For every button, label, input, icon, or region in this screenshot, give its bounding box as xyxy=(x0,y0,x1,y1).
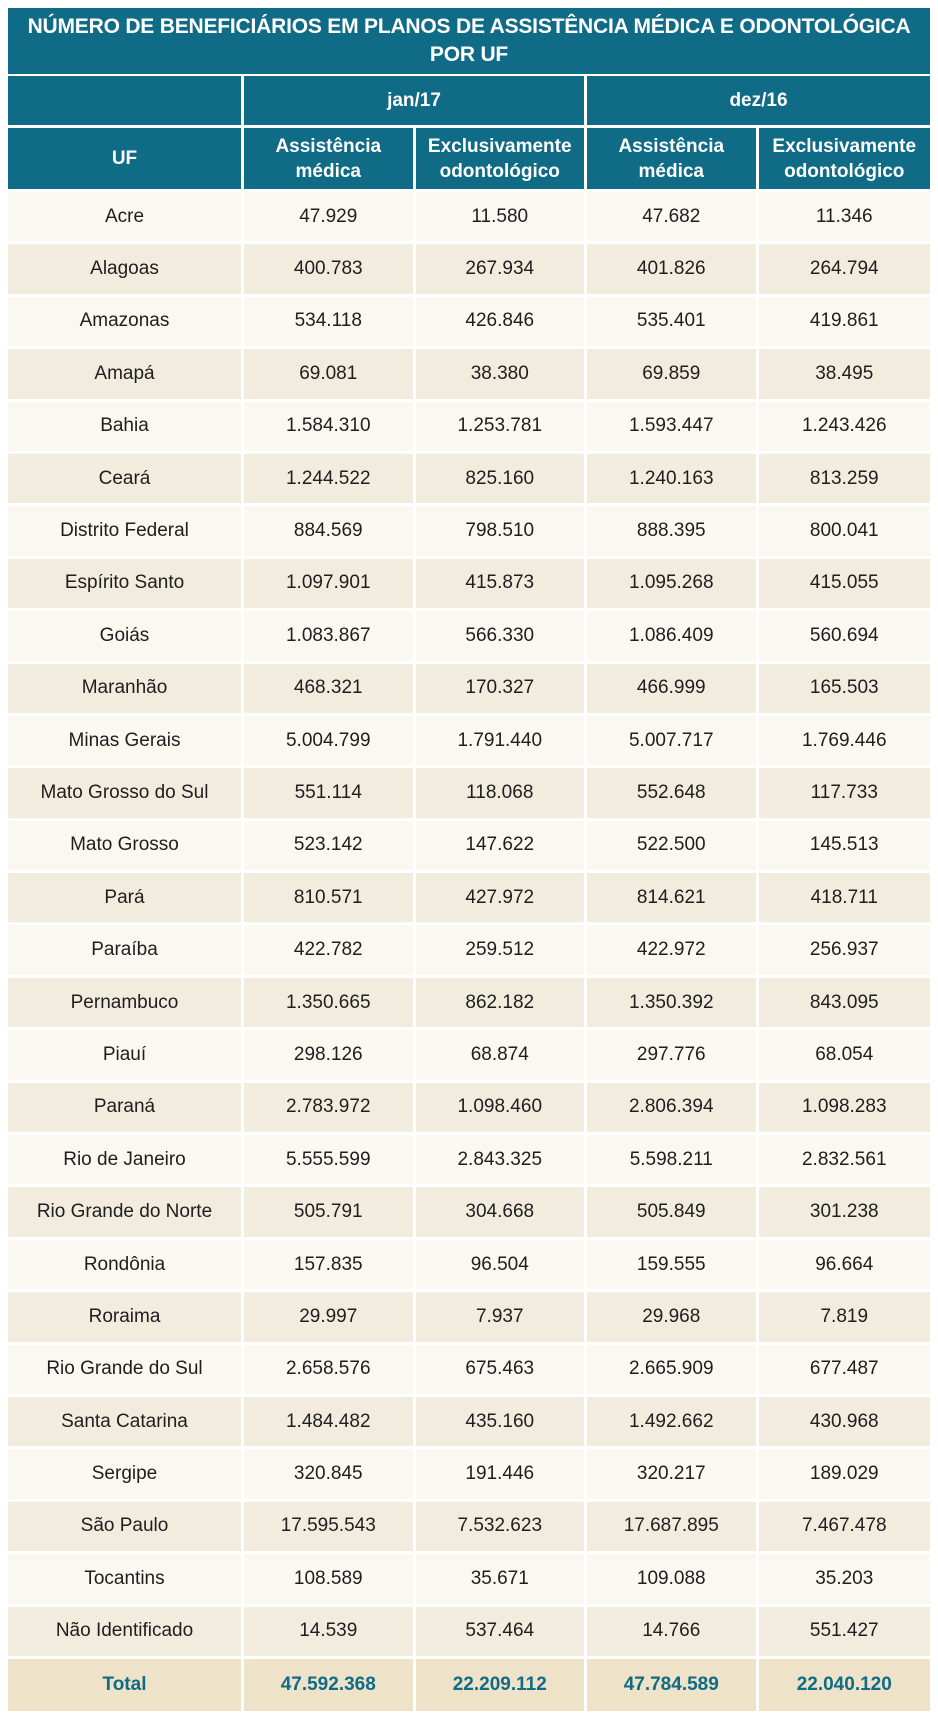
cell-uf: Minas Gerais xyxy=(8,716,244,768)
total-dez-medica: 47.784.589 xyxy=(587,1659,759,1711)
cell-jan-odontologico: 426.846 xyxy=(416,297,588,349)
cell-dez-odontologico: 165.503 xyxy=(759,664,931,716)
table-row xyxy=(8,1135,930,1187)
table-row xyxy=(8,1449,930,1501)
cell-jan-odontologico: 435.160 xyxy=(416,1397,588,1449)
cell-dez-medica: 814.621 xyxy=(587,873,759,925)
table-row xyxy=(8,192,930,244)
cell-uf: Paraná xyxy=(8,1083,244,1135)
cell-jan-odontologico: 798.510 xyxy=(416,506,588,558)
cell-dez-odontologico: 96.664 xyxy=(759,1240,931,1292)
table-row xyxy=(8,768,930,820)
cell-dez-medica: 1.492.662 xyxy=(587,1397,759,1449)
total-label: Total xyxy=(8,1659,244,1711)
cell-dez-odontologico: 117.733 xyxy=(759,768,931,820)
cell-uf: Bahia xyxy=(8,402,244,454)
cell-uf: Amazonas xyxy=(8,297,244,349)
cell-dez-odontologico: 7.467.478 xyxy=(759,1502,931,1554)
cell-dez-medica: 1.350.392 xyxy=(587,978,759,1030)
table-row xyxy=(8,297,930,349)
column-header-jan-medica: Assistência médica xyxy=(244,128,416,192)
cell-dez-odontologico: 419.861 xyxy=(759,297,931,349)
cell-uf: Piauí xyxy=(8,1030,244,1082)
cell-dez-odontologico: 551.427 xyxy=(759,1607,931,1659)
cell-dez-medica: 535.401 xyxy=(587,297,759,349)
cell-dez-odontologico: 800.041 xyxy=(759,506,931,558)
cell-jan-medica: 884.569 xyxy=(244,506,416,558)
cell-dez-medica: 1.240.163 xyxy=(587,454,759,506)
cell-dez-odontologico: 1.243.426 xyxy=(759,402,931,454)
table-row xyxy=(8,611,930,663)
cell-dez-medica: 401.826 xyxy=(587,244,759,296)
cell-dez-medica: 1.095.268 xyxy=(587,559,759,611)
table-row xyxy=(8,925,930,977)
cell-jan-medica: 2.783.972 xyxy=(244,1083,416,1135)
cell-jan-odontologico: 11.580 xyxy=(416,192,588,244)
cell-uf: Rio Grande do Norte xyxy=(8,1187,244,1239)
total-row xyxy=(8,1659,930,1711)
cell-jan-odontologico: 7.937 xyxy=(416,1292,588,1344)
cell-jan-odontologico: 68.874 xyxy=(416,1030,588,1082)
cell-dez-medica: 422.972 xyxy=(587,925,759,977)
cell-uf: Santa Catarina xyxy=(8,1397,244,1449)
cell-jan-medica: 468.321 xyxy=(244,664,416,716)
table-row xyxy=(8,664,930,716)
table-row xyxy=(8,1397,930,1449)
cell-uf: Mato Grosso xyxy=(8,821,244,873)
beneficiaries-table xyxy=(8,76,930,1711)
cell-jan-odontologico: 427.972 xyxy=(416,873,588,925)
cell-dez-medica: 2.806.394 xyxy=(587,1083,759,1135)
cell-jan-medica: 551.114 xyxy=(244,768,416,820)
cell-uf: São Paulo xyxy=(8,1502,244,1554)
table-row xyxy=(8,244,930,296)
cell-jan-medica: 1.484.482 xyxy=(244,1397,416,1449)
cell-jan-odontologico: 862.182 xyxy=(416,978,588,1030)
cell-dez-odontologico: 256.937 xyxy=(759,925,931,977)
table-row xyxy=(8,1345,930,1397)
header-blank-cell xyxy=(8,76,244,128)
table-row xyxy=(8,1240,930,1292)
cell-dez-medica: 522.500 xyxy=(587,821,759,873)
cell-dez-odontologico: 189.029 xyxy=(759,1449,931,1501)
cell-jan-odontologico: 1.791.440 xyxy=(416,716,588,768)
cell-dez-medica: 5.598.211 xyxy=(587,1135,759,1187)
cell-dez-odontologico: 264.794 xyxy=(759,244,931,296)
period-header-jan17: jan/17 xyxy=(244,76,587,128)
cell-uf: Goiás xyxy=(8,611,244,663)
cell-dez-odontologico: 813.259 xyxy=(759,454,931,506)
cell-jan-odontologico: 675.463 xyxy=(416,1345,588,1397)
cell-jan-medica: 1.097.901 xyxy=(244,559,416,611)
cell-dez-medica: 159.555 xyxy=(587,1240,759,1292)
cell-jan-odontologico: 96.504 xyxy=(416,1240,588,1292)
cell-jan-medica: 47.929 xyxy=(244,192,416,244)
cell-jan-medica: 17.595.543 xyxy=(244,1502,416,1554)
cell-dez-odontologico: 843.095 xyxy=(759,978,931,1030)
table-row xyxy=(8,716,930,768)
table-row xyxy=(8,978,930,1030)
cell-dez-medica: 297.776 xyxy=(587,1030,759,1082)
table-row xyxy=(8,821,930,873)
cell-uf: Sergipe xyxy=(8,1449,244,1501)
cell-dez-medica: 29.968 xyxy=(587,1292,759,1344)
cell-jan-odontologico: 304.668 xyxy=(416,1187,588,1239)
cell-dez-medica: 466.999 xyxy=(587,664,759,716)
cell-jan-medica: 422.782 xyxy=(244,925,416,977)
cell-uf: Pernambuco xyxy=(8,978,244,1030)
cell-dez-medica: 5.007.717 xyxy=(587,716,759,768)
cell-dez-odontologico: 11.346 xyxy=(759,192,931,244)
cell-jan-odontologico: 147.622 xyxy=(416,821,588,873)
cell-uf: Tocantins xyxy=(8,1554,244,1606)
cell-dez-odontologico: 418.711 xyxy=(759,873,931,925)
cell-jan-medica: 157.835 xyxy=(244,1240,416,1292)
cell-jan-odontologico: 566.330 xyxy=(416,611,588,663)
cell-dez-medica: 505.849 xyxy=(587,1187,759,1239)
cell-jan-odontologico: 170.327 xyxy=(416,664,588,716)
cell-dez-odontologico: 1.769.446 xyxy=(759,716,931,768)
cell-dez-odontologico: 677.487 xyxy=(759,1345,931,1397)
column-header-jan-odontologico: Exclusivamente odontológico xyxy=(416,128,588,192)
cell-dez-medica: 320.217 xyxy=(587,1449,759,1501)
cell-jan-medica: 1.083.867 xyxy=(244,611,416,663)
table-row xyxy=(8,506,930,558)
table-row xyxy=(8,1187,930,1239)
cell-jan-odontologico: 825.160 xyxy=(416,454,588,506)
cell-jan-medica: 810.571 xyxy=(244,873,416,925)
cell-jan-medica: 1.244.522 xyxy=(244,454,416,506)
cell-jan-medica: 29.997 xyxy=(244,1292,416,1344)
cell-uf: Paraíba xyxy=(8,925,244,977)
table-row xyxy=(8,1554,930,1606)
cell-jan-odontologico: 35.671 xyxy=(416,1554,588,1606)
column-header-dez-odontologico: Exclusivamente odontológico xyxy=(759,128,931,192)
cell-dez-odontologico: 430.968 xyxy=(759,1397,931,1449)
cell-jan-medica: 1.350.665 xyxy=(244,978,416,1030)
cell-dez-odontologico: 1.098.283 xyxy=(759,1083,931,1135)
cell-jan-medica: 14.539 xyxy=(244,1607,416,1659)
cell-uf: Distrito Federal xyxy=(8,506,244,558)
cell-dez-odontologico: 68.054 xyxy=(759,1030,931,1082)
cell-jan-odontologico: 267.934 xyxy=(416,244,588,296)
cell-dez-medica: 69.859 xyxy=(587,349,759,401)
cell-jan-medica: 1.584.310 xyxy=(244,402,416,454)
table-row xyxy=(8,1292,930,1344)
cell-jan-odontologico: 1.098.460 xyxy=(416,1083,588,1135)
cell-dez-odontologico: 7.819 xyxy=(759,1292,931,1344)
cell-dez-medica: 2.665.909 xyxy=(587,1345,759,1397)
table-row xyxy=(8,349,930,401)
cell-dez-odontologico: 560.694 xyxy=(759,611,931,663)
cell-dez-odontologico: 301.238 xyxy=(759,1187,931,1239)
column-header-dez-medica: Assistência médica xyxy=(587,128,759,192)
table-row xyxy=(8,454,930,506)
cell-uf: Espírito Santo xyxy=(8,559,244,611)
cell-uf: Rondônia xyxy=(8,1240,244,1292)
table-body xyxy=(8,192,930,1711)
cell-jan-odontologico: 38.380 xyxy=(416,349,588,401)
total-dez-odontologico: 22.040.120 xyxy=(759,1659,931,1711)
cell-jan-odontologico: 2.843.325 xyxy=(416,1135,588,1187)
cell-dez-odontologico: 415.055 xyxy=(759,559,931,611)
table-row xyxy=(8,1502,930,1554)
cell-uf: Rio Grande do Sul xyxy=(8,1345,244,1397)
cell-dez-medica: 17.687.895 xyxy=(587,1502,759,1554)
cell-uf: Pará xyxy=(8,873,244,925)
cell-jan-medica: 320.845 xyxy=(244,1449,416,1501)
table-row xyxy=(8,873,930,925)
period-header-dez16: dez/16 xyxy=(587,76,930,128)
cell-uf: Acre xyxy=(8,192,244,244)
cell-jan-odontologico: 118.068 xyxy=(416,768,588,820)
cell-jan-odontologico: 537.464 xyxy=(416,1607,588,1659)
cell-dez-medica: 1.593.447 xyxy=(587,402,759,454)
cell-jan-medica: 5.555.599 xyxy=(244,1135,416,1187)
cell-jan-odontologico: 191.446 xyxy=(416,1449,588,1501)
cell-uf: Maranhão xyxy=(8,664,244,716)
cell-jan-odontologico: 7.532.623 xyxy=(416,1502,588,1554)
table-row xyxy=(8,1030,930,1082)
table-row xyxy=(8,1083,930,1135)
cell-jan-medica: 5.004.799 xyxy=(244,716,416,768)
cell-uf: Amapá xyxy=(8,349,244,401)
table-row xyxy=(8,559,930,611)
column-header-uf: UF xyxy=(8,128,244,192)
cell-jan-odontologico: 1.253.781 xyxy=(416,402,588,454)
table-row xyxy=(8,1607,930,1659)
cell-jan-medica: 523.142 xyxy=(244,821,416,873)
cell-jan-odontologico: 415.873 xyxy=(416,559,588,611)
table-row xyxy=(8,402,930,454)
cell-jan-medica: 2.658.576 xyxy=(244,1345,416,1397)
cell-dez-medica: 109.088 xyxy=(587,1554,759,1606)
cell-dez-odontologico: 38.495 xyxy=(759,349,931,401)
table-title: NÚMERO DE BENEFICIÁRIOS EM PLANOS DE ASSISTÊNCIA MÉDICA E ODONTOLÓGICA POR UF xyxy=(8,8,930,74)
cell-dez-odontologico: 2.832.561 xyxy=(759,1135,931,1187)
cell-jan-medica: 534.118 xyxy=(244,297,416,349)
cell-uf: Não Identificado xyxy=(8,1607,244,1659)
cell-uf: Roraima xyxy=(8,1292,244,1344)
cell-dez-odontologico: 35.203 xyxy=(759,1554,931,1606)
cell-dez-medica: 888.395 xyxy=(587,506,759,558)
cell-dez-medica: 552.648 xyxy=(587,768,759,820)
cell-jan-medica: 69.081 xyxy=(244,349,416,401)
cell-jan-medica: 298.126 xyxy=(244,1030,416,1082)
cell-jan-medica: 108.589 xyxy=(244,1554,416,1606)
cell-dez-odontologico: 145.513 xyxy=(759,821,931,873)
cell-jan-odontologico: 259.512 xyxy=(416,925,588,977)
cell-dez-medica: 47.682 xyxy=(587,192,759,244)
total-jan-odontologico: 22.209.112 xyxy=(416,1659,588,1711)
cell-uf: Alagoas xyxy=(8,244,244,296)
cell-jan-medica: 505.791 xyxy=(244,1187,416,1239)
cell-uf: Ceará xyxy=(8,454,244,506)
cell-dez-medica: 14.766 xyxy=(587,1607,759,1659)
cell-uf: Rio de Janeiro xyxy=(8,1135,244,1187)
cell-dez-medica: 1.086.409 xyxy=(587,611,759,663)
cell-jan-medica: 400.783 xyxy=(244,244,416,296)
cell-uf: Mato Grosso do Sul xyxy=(8,768,244,820)
total-jan-medica: 47.592.368 xyxy=(244,1659,416,1711)
